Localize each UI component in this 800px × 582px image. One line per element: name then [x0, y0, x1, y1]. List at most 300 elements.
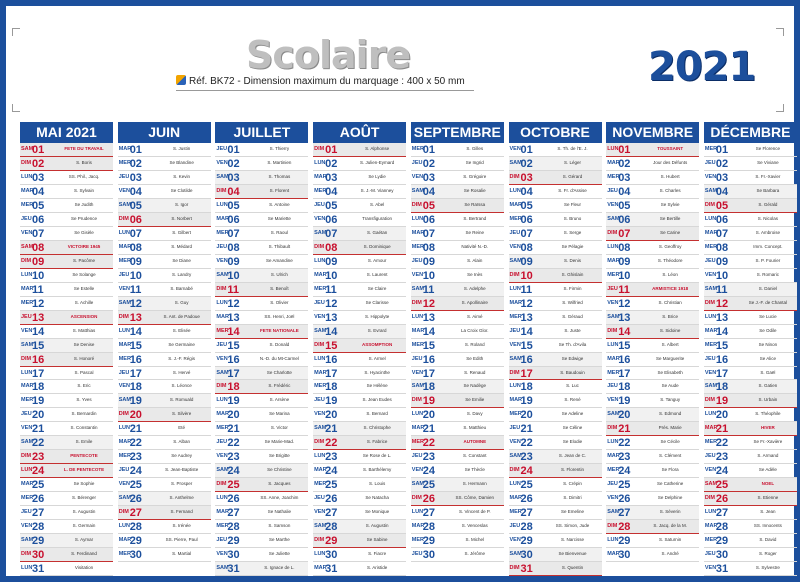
saint-name: S. Fr.-Xavier — [755, 173, 781, 179]
day-number: 06 — [325, 213, 338, 226]
day-row — [411, 269, 504, 283]
day-number: 25 — [422, 479, 436, 492]
day-of-week: JEU — [411, 551, 423, 558]
saint-name: S. Théodore — [657, 257, 683, 263]
day-row — [215, 394, 308, 408]
day-number: 07 — [715, 227, 729, 240]
day-number: 20 — [422, 409, 436, 422]
day-row — [313, 520, 406, 534]
day-of-week: LUN — [216, 201, 228, 208]
day-row — [411, 241, 504, 255]
day-of-week: SAM — [411, 285, 425, 292]
day-row — [215, 311, 308, 325]
day-number: 22 — [325, 437, 338, 450]
day-of-week: MAR — [314, 173, 327, 180]
saint-name: S. Gilbert — [172, 229, 192, 235]
saint-name: S. Amour — [367, 257, 387, 263]
day-row — [411, 255, 504, 269]
day-row — [411, 436, 504, 450]
day-of-week: MER — [607, 369, 620, 376]
saint-name: S. Théophile — [755, 411, 781, 417]
day-row — [704, 394, 797, 408]
saint-name: Se Emilie — [465, 397, 485, 403]
day-row — [704, 506, 797, 520]
saint-name: S. Justin — [173, 146, 191, 151]
day-row — [20, 157, 113, 171]
day-row — [215, 283, 308, 297]
day-number: 02 — [227, 157, 240, 170]
saint-name: S. Elisée — [172, 327, 191, 333]
day-number: 30 — [129, 549, 142, 562]
day-number: 23 — [422, 451, 436, 464]
day-of-week: MAR — [509, 299, 523, 306]
saint-name: Se Barbara — [756, 187, 780, 193]
saint-name: Se Christine — [267, 467, 292, 473]
day-number: 24 — [715, 465, 729, 478]
day-row — [509, 269, 602, 283]
day-of-week: SAM — [216, 173, 229, 180]
day-row — [118, 199, 211, 213]
day-number: 09 — [715, 255, 729, 268]
day-number: 10 — [618, 269, 631, 282]
saint-name: Se Blandine — [169, 159, 194, 165]
day-row — [118, 339, 211, 353]
day-row — [215, 408, 308, 422]
day-of-week: JEU — [314, 201, 325, 208]
day-row — [606, 199, 699, 213]
day-number: 16 — [715, 353, 729, 366]
day-row — [215, 269, 308, 283]
day-number: 04 — [618, 185, 631, 198]
calendar-grid — [20, 122, 794, 576]
day-number: 28 — [129, 521, 142, 534]
day-of-week: VEN — [216, 551, 228, 558]
saint-name: S. Ant. de Padoue — [163, 313, 200, 319]
saint-name: S. Géraud — [562, 313, 583, 319]
day-of-week: VEN — [411, 173, 424, 180]
day-number: 19 — [715, 395, 729, 408]
day-number: 13 — [422, 311, 436, 324]
saint-name: S. Jean-Baptiste — [165, 467, 199, 473]
saint-name: S. Donald — [269, 341, 290, 347]
day-of-week: MER — [509, 215, 522, 222]
saint-name: SS. Pierre, Paul — [165, 537, 198, 543]
day-row — [215, 506, 308, 520]
day-row — [20, 185, 113, 199]
saint-name: S. Alphonse — [365, 146, 390, 151]
saint-name: S. Raoul — [270, 229, 289, 235]
saint-name: Se Sophie — [73, 481, 95, 487]
day-row — [509, 325, 602, 339]
day-number: 23 — [520, 451, 533, 464]
day-row — [215, 171, 308, 185]
saint-name: S. Germain — [72, 523, 96, 529]
day-of-week: MAR — [607, 355, 620, 362]
saint-name: S. Matthieu — [463, 425, 487, 431]
saint-name: S. Roland — [464, 341, 485, 347]
saint-name: S. Matthias — [72, 327, 96, 333]
day-of-week: LUN — [509, 187, 521, 194]
day-row — [215, 367, 308, 381]
saint-name: S. Yves — [76, 397, 92, 403]
day-row — [704, 464, 797, 478]
day-number: 21 — [325, 423, 338, 436]
day-row — [20, 171, 113, 185]
day-of-week: LUN — [509, 285, 521, 292]
saint-name: S. Roger — [759, 551, 777, 557]
day-number: 29 — [129, 535, 142, 548]
day-number: 21 — [32, 423, 45, 436]
day-row — [20, 227, 113, 241]
day-number: 19 — [520, 395, 533, 408]
day-row — [606, 311, 699, 325]
day-row — [215, 143, 308, 157]
day-number: 23 — [618, 451, 631, 464]
day-of-week: DIM — [509, 467, 520, 474]
saint-name: Se Odile — [759, 327, 777, 333]
day-number: 24 — [32, 465, 45, 478]
saint-name: S. Achille — [74, 299, 94, 305]
saint-name: Se Fr.-Xavière — [753, 439, 783, 445]
saint-name: S. Bérenger — [71, 495, 96, 501]
day-row — [313, 213, 406, 227]
day-row — [20, 283, 113, 297]
day-row — [313, 157, 406, 171]
saint-name: Se Aude — [661, 383, 679, 389]
day-row — [411, 227, 504, 241]
day-of-week: LUN — [411, 509, 424, 516]
saint-name: Se Edith — [466, 355, 484, 361]
day-number: 12 — [129, 297, 142, 310]
saint-name: Se Elodie — [562, 439, 583, 445]
day-of-week: JEU — [216, 341, 228, 348]
day-of-week: MAR — [314, 565, 327, 572]
month-days — [411, 143, 504, 576]
day-of-week: MAR — [411, 229, 425, 236]
day-number: 21 — [618, 423, 631, 436]
saint-name: S. Apollinaire — [461, 299, 488, 305]
saint-name: S. Emile — [75, 439, 93, 445]
day-number: 29 — [618, 535, 631, 548]
day-of-week: DIM — [411, 495, 422, 502]
saint-name: Se Emeline — [560, 509, 584, 515]
day-of-week: MAR — [704, 425, 718, 432]
day-of-week: SAM — [118, 397, 131, 404]
day-row — [411, 297, 504, 311]
saint-name: SS. Innocents — [753, 523, 782, 529]
day-number: 28 — [227, 521, 240, 534]
saint-name: FETE NATIONALE — [260, 327, 299, 333]
day-of-week: DIM — [216, 481, 227, 488]
saint-name: S. Fiacre — [368, 551, 387, 557]
day-number: 24 — [422, 465, 436, 478]
day-row — [411, 548, 504, 562]
day-row — [411, 464, 504, 478]
saint-name: S. Brice — [662, 313, 679, 319]
day-of-week: VEN — [118, 481, 130, 488]
day-of-week: DIM — [314, 439, 325, 446]
day-number: 10 — [129, 269, 142, 282]
day-row — [411, 422, 504, 436]
saint-name: S. Etienne — [757, 495, 779, 501]
day-of-week: JEU — [216, 243, 228, 250]
day-number: 13 — [520, 311, 533, 324]
saint-name: N.-D. du Mt-Carmel — [259, 355, 299, 361]
saint-name: S. Ferdinand — [71, 551, 97, 557]
saint-name: S. Denis — [563, 257, 581, 263]
day-of-week: LUN — [704, 509, 717, 516]
day-row — [118, 408, 211, 422]
day-row — [20, 213, 113, 227]
day-of-week: LUN — [314, 257, 326, 264]
day-number: 14 — [422, 325, 436, 338]
day-number: 19 — [618, 395, 631, 408]
day-of-week: SAM — [118, 495, 131, 502]
day-row — [509, 464, 602, 478]
day-of-week: MAR — [216, 215, 229, 222]
day-row — [704, 436, 797, 450]
day-row — [313, 241, 406, 255]
day-of-week: SAM — [118, 201, 131, 208]
day-of-week: LUN — [411, 313, 424, 320]
saint-name: S. Igor — [175, 201, 189, 207]
day-of-week: MER — [704, 439, 718, 446]
day-number: 12 — [715, 297, 729, 310]
saint-name: Se Gisèle — [74, 229, 94, 235]
saint-name: Se Bienvenue — [558, 551, 587, 557]
calendar-year: 2021 — [648, 44, 756, 90]
day-row — [411, 171, 504, 185]
day-row — [215, 492, 308, 506]
day-number: 02 — [618, 157, 631, 170]
day-number: 15 — [715, 339, 729, 352]
day-row — [313, 255, 406, 269]
day-number: 26 — [422, 493, 436, 506]
day-of-week: JEU — [21, 411, 32, 418]
day-of-week: SAM — [21, 439, 34, 446]
day-number: 25 — [129, 479, 142, 492]
day-row — [20, 422, 113, 436]
day-of-week: DIM — [216, 187, 227, 194]
day-row — [704, 450, 797, 464]
saint-name: S. Jean — [760, 509, 776, 515]
day-row — [704, 269, 797, 283]
saint-name: Se Viviane — [757, 159, 779, 165]
day-row — [118, 506, 211, 520]
month-days — [215, 143, 308, 576]
day-number: 21 — [129, 423, 142, 436]
day-number: 28 — [32, 521, 45, 534]
day-of-week: VEN — [314, 215, 326, 222]
saint-name: Se Juliette — [268, 551, 290, 557]
saint-name: S. Ulrich — [270, 271, 288, 277]
day-row — [509, 143, 602, 157]
day-number: 06 — [618, 213, 631, 226]
day-of-week: SAM — [314, 425, 327, 432]
day-of-week: SAM — [314, 327, 327, 334]
day-number: 01 — [618, 144, 631, 156]
day-of-week: DIM — [411, 397, 422, 404]
saint-name: Se Inès — [467, 271, 483, 277]
saint-name: S. Bruno — [563, 215, 582, 221]
day-of-week: MER — [314, 187, 327, 194]
day-number: 20 — [325, 409, 338, 422]
saint-name: Se Amandine — [266, 257, 293, 263]
day-number: 03 — [520, 171, 533, 184]
month-column — [20, 122, 113, 576]
day-of-week: DIM — [607, 327, 618, 334]
day-of-week: MAR — [216, 313, 229, 320]
day-number: 17 — [325, 367, 338, 380]
day-of-week: JEU — [607, 481, 618, 488]
day-of-week: MER — [411, 439, 425, 446]
day-of-week: DIM — [704, 201, 715, 208]
day-of-week: MER — [704, 243, 718, 250]
day-number: 23 — [32, 451, 45, 464]
day-row — [118, 436, 211, 450]
day-of-week: MER — [118, 159, 131, 166]
day-row — [215, 199, 308, 213]
saint-name: S. Alain — [467, 257, 483, 263]
saint-name: Se Judith — [74, 201, 94, 207]
day-number: 10 — [422, 269, 436, 282]
saint-name: Se Audrey — [171, 453, 193, 459]
day-of-week: MAR — [607, 453, 620, 460]
day-of-week: LUN — [21, 369, 33, 376]
saint-name: Se Nadège — [463, 383, 487, 389]
day-of-week: JEU — [509, 327, 521, 334]
day-of-week: LUN — [314, 551, 326, 558]
saint-name: S. Juste — [564, 327, 581, 333]
day-row — [704, 241, 797, 255]
day-row — [20, 297, 113, 311]
day-row — [509, 436, 602, 450]
saint-name: S. Aimé — [467, 313, 483, 319]
day-number: 15 — [32, 339, 45, 352]
day-number: 07 — [129, 227, 142, 240]
day-of-week: JEU — [704, 159, 716, 166]
saint-name: Imm. Concept. — [753, 243, 783, 249]
saint-name: S. Abel — [369, 201, 385, 207]
saint-name: S. Gérard — [562, 173, 583, 179]
day-of-week: DIM — [411, 299, 422, 306]
day-number: 03 — [325, 171, 338, 184]
day-row — [509, 213, 602, 227]
saint-name: S. Grégoire — [463, 173, 487, 179]
day-number: 11 — [227, 283, 240, 296]
saint-name: S. Bernardin — [71, 411, 97, 417]
saint-name: S. Pacôme — [72, 257, 95, 263]
day-number: 30 — [32, 549, 45, 562]
day-row — [118, 534, 211, 548]
day-number: 13 — [32, 311, 45, 324]
day-of-week: SAM — [509, 257, 522, 264]
saint-name: S. Eric — [77, 383, 91, 389]
day-row — [704, 311, 797, 325]
day-number: 04 — [520, 185, 533, 198]
saint-name: S. Florent — [269, 187, 290, 193]
day-of-week: DIM — [704, 299, 715, 306]
month-days — [20, 143, 113, 576]
saint-name: Se Flora — [661, 467, 679, 473]
day-number: 18 — [618, 381, 631, 394]
day-number: 06 — [520, 213, 533, 226]
day-of-week: MER — [314, 383, 327, 390]
day-of-week: MER — [216, 327, 229, 334]
day-number: 06 — [227, 213, 240, 226]
saint-name: Se Rosalie — [463, 187, 486, 193]
day-number: 18 — [129, 381, 142, 394]
day-number: 22 — [32, 437, 45, 450]
day-row — [313, 408, 406, 422]
saint-name: S. Davy — [466, 411, 483, 417]
day-row — [606, 185, 699, 199]
day-number: 16 — [129, 353, 142, 366]
day-row — [215, 380, 308, 394]
saint-name: Se Delphine — [657, 495, 683, 501]
day-row — [606, 367, 699, 381]
saint-name: FETE DU TRAVAIL — [64, 146, 104, 151]
day-of-week: JEU — [509, 523, 521, 530]
day-of-week: MER — [607, 271, 620, 278]
day-of-week: MER — [21, 201, 34, 208]
saint-name: S. Constant — [463, 453, 487, 459]
day-of-week: SAM — [607, 215, 620, 222]
day-number: 19 — [325, 395, 338, 408]
day-number: 18 — [227, 381, 240, 394]
day-of-week: DIM — [118, 215, 129, 222]
saint-name: S. Romaric — [756, 271, 780, 277]
saint-name: S. Christian — [658, 299, 682, 305]
day-row — [606, 143, 699, 157]
day-number: 14 — [715, 325, 729, 338]
saint-name: SS. Simon, Jude — [555, 523, 590, 529]
day-number: 12 — [618, 297, 631, 310]
day-number: 07 — [422, 227, 436, 240]
day-row — [606, 339, 699, 353]
day-of-week: LUN — [21, 467, 33, 474]
day-row — [215, 157, 308, 171]
day-number: 10 — [32, 269, 45, 282]
day-number: 31 — [32, 563, 45, 576]
day-row — [215, 227, 308, 241]
day-of-week: JEU — [21, 313, 32, 320]
day-of-week: VEN — [21, 523, 33, 530]
day-of-week: JEU — [118, 271, 130, 278]
day-row — [118, 478, 211, 492]
day-row — [20, 380, 113, 394]
saint-name: S. André — [661, 551, 679, 557]
day-number: 05 — [520, 199, 533, 212]
day-number: 12 — [32, 297, 45, 310]
saint-name: Se Sylvie — [660, 201, 680, 207]
day-row — [606, 269, 699, 283]
month-column — [313, 122, 406, 576]
day-row — [704, 283, 797, 297]
saint-name: Se Prudence — [70, 215, 98, 221]
day-number: 31 — [325, 563, 338, 576]
day-number: 08 — [422, 241, 436, 254]
day-row — [20, 562, 113, 576]
day-number: 27 — [325, 507, 338, 520]
day-number: 26 — [520, 493, 533, 506]
day-of-week: MER — [216, 523, 229, 530]
day-row — [606, 297, 699, 311]
day-row — [118, 464, 211, 478]
day-of-week: LUN — [21, 173, 33, 180]
day-of-week: MER — [411, 243, 425, 250]
day-of-week: MAR — [509, 495, 523, 502]
